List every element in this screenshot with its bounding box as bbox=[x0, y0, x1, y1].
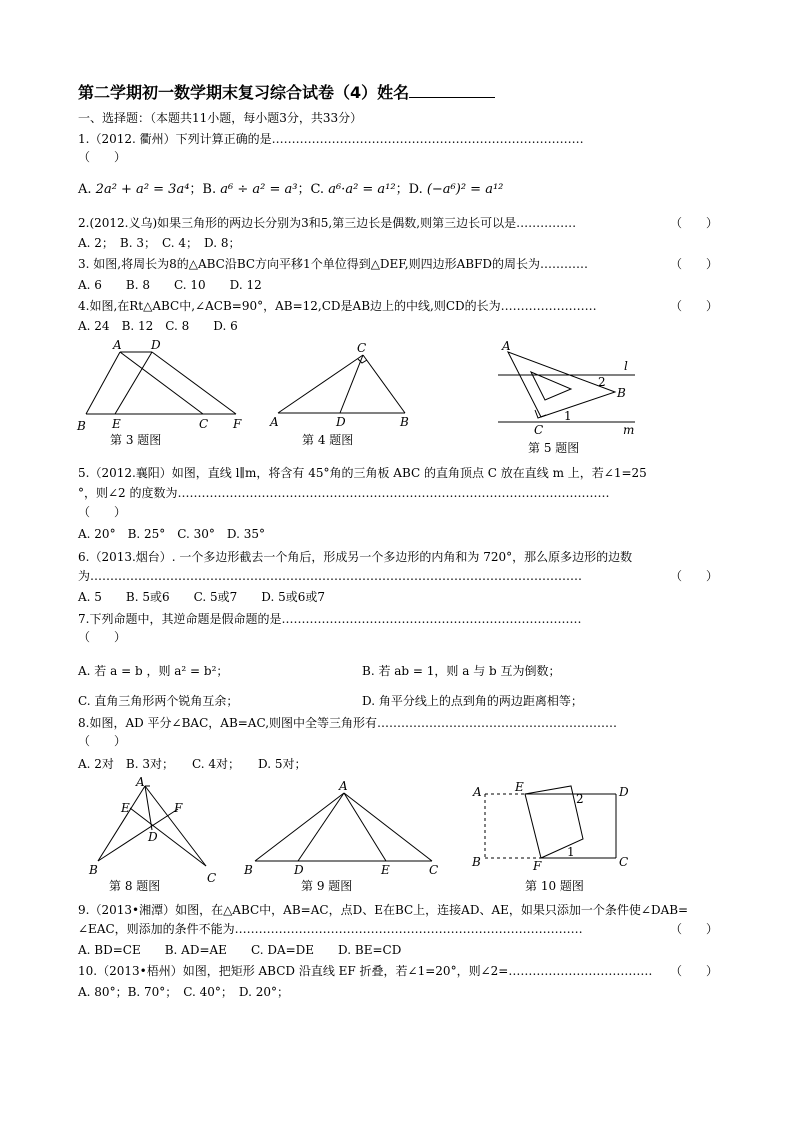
fig10-label-d: D bbox=[619, 785, 629, 799]
fig3-label-f: F bbox=[233, 417, 242, 431]
section-heading: 一、选择题：（本题共11小题，每小题3分，共33分） bbox=[78, 111, 363, 125]
q2-bracket: （ ） bbox=[669, 216, 718, 230]
q8-options: A. 2对 B. 3对； C. 4对； D. 5对； bbox=[78, 757, 307, 771]
fig9-label-c: C bbox=[429, 863, 439, 877]
fig5-label-a: A bbox=[502, 339, 511, 353]
fig10-label-b: B bbox=[472, 855, 481, 869]
q9-options: A. BD=CE B. AD=AE C. DA=DE D. BE=CD bbox=[78, 943, 402, 957]
page-title: 第二学期初一数学期末复习综合试卷（4）姓名 bbox=[78, 80, 495, 103]
fig5-label-c: C bbox=[534, 423, 544, 437]
fig10-label-2: 2 bbox=[576, 792, 584, 806]
fig4-label-d: D bbox=[336, 415, 346, 429]
q1-bracket: （ ） bbox=[78, 150, 127, 164]
fig8-caption: 第 8 题图 bbox=[109, 879, 161, 893]
q5-stem-line2: °，则∠2 的度数为……………………………………………………………………………………………… bbox=[78, 486, 610, 500]
fig5-label-b: B bbox=[617, 386, 626, 400]
fig5-label-l: l bbox=[624, 359, 628, 373]
q9-bracket: （ ） bbox=[669, 922, 718, 936]
fig10-label-a: A bbox=[473, 785, 482, 799]
q3-bracket: （ ） bbox=[669, 257, 718, 271]
fig10-label-e: E bbox=[515, 780, 524, 794]
q7-bracket: （ ） bbox=[78, 630, 127, 644]
fig5-label-1: 1 bbox=[564, 409, 572, 423]
q8-stem: 8.如图，AD 平分∠BAC，AB=AC,则图中全等三角形有…………………………………………………… bbox=[78, 716, 618, 730]
q10-bracket: （ ） bbox=[669, 964, 718, 978]
q7-option-d: D. 角平分线上的点到角的两边距离相等； bbox=[362, 694, 583, 708]
fig5-label-m: m bbox=[623, 423, 635, 437]
q5-options: A. 20° B. 25° C. 30° D. 35° bbox=[78, 527, 266, 541]
fig8-label-a: A bbox=[136, 775, 145, 789]
fig4-label-b: B bbox=[400, 415, 409, 429]
fig4-label-c: C bbox=[357, 341, 367, 355]
q9-stem-line2: ∠EAC，则添加的条件不能为…………………………………………………………………………… bbox=[78, 922, 583, 936]
fig9-label-b: B bbox=[244, 863, 253, 877]
q3-stem: 3. 如图,将周长为8的△ABC沿BC方向平移1个单位得到△DEF,则四边形ABFD的周长为………… bbox=[78, 257, 589, 271]
q7-option-a: A. 若 a = b ，则 a² = b²； bbox=[78, 664, 229, 678]
fig8-label-c: C bbox=[207, 871, 217, 885]
q7-option-b: B. 若 ab = 1，则 a 与 b 互为倒数； bbox=[362, 664, 561, 678]
fig10-label-f: F bbox=[533, 859, 542, 873]
fig4-label-a: A bbox=[270, 415, 279, 429]
fig9-label-e: E bbox=[381, 863, 390, 877]
q6-bracket: （ ） bbox=[669, 569, 718, 583]
q9-stem-line1: 9.（2013•湘潭）如图，在△ABC中，AB=AC，点D、E在BC上，连接AD、AE，如果只添加一个条件使∠DAB= bbox=[78, 903, 689, 917]
fig9-label-a: A bbox=[339, 779, 348, 793]
q1-stem: 1.（2012. 衢州）下列计算正确的是…………………………………………………………………… bbox=[78, 132, 584, 146]
q6-options: A. 5 B. 5或6 C. 5或7 D. 5或6或7 bbox=[78, 590, 326, 604]
q10-stem: 10.（2013•梧州）如图，把矩形 ABCD 沿直线 EF 折叠，若∠1=20°，则∠2=……………………………… bbox=[78, 964, 653, 978]
q7-option-c: C. 直角三角形两个锐角互余； bbox=[78, 694, 239, 708]
q4-stem: 4.如图,在Rt△ABC中,∠ACB=90°，AB=12,CD是AB边上的中线,则CD的长为…………………… bbox=[78, 299, 597, 313]
q1-options: A. 2a² + a² = 3a⁴；B. a⁶ ÷ a² = a³；C. a⁶·a² = a¹²；D. (−a⁶)² = a¹² bbox=[78, 182, 504, 197]
fig3-label-e: E bbox=[112, 417, 121, 431]
fig10-caption: 第 10 题图 bbox=[525, 879, 584, 893]
q7-stem: 7.下列命题中，其逆命题是假命题的是………………………………………………………………… bbox=[78, 612, 582, 626]
fig9-caption: 第 9 题图 bbox=[301, 879, 353, 893]
fig8-label-d: D bbox=[148, 830, 158, 844]
q2-stem: 2.(2012.义乌)如果三角形的两边长分别为3和5,第三边长是偶数,则第三边长可以是…………… bbox=[78, 216, 577, 230]
q4-options: A. 24 B. 12 C. 8 D. 6 bbox=[78, 319, 238, 333]
fig10-label-c: C bbox=[619, 855, 629, 869]
q8-bracket: （ ） bbox=[78, 734, 127, 748]
fig5-caption: 第 5 题图 bbox=[528, 441, 580, 455]
fig3-label-c: C bbox=[199, 417, 209, 431]
fig3-label-a: A bbox=[113, 338, 122, 352]
q3-options: A. 6 B. 8 C. 10 D. 12 bbox=[78, 278, 262, 292]
q5-stem-line1: 5.（2012.襄阳）如图，直线 l∥m，将含有 45°角的三角板 ABC 的直角顶点 C 放在直线 m 上，若∠1=25 bbox=[78, 466, 647, 480]
q5-bracket: （ ） bbox=[78, 505, 127, 519]
q10-options: A. 80°；B. 70°； C. 40°； D. 20°； bbox=[78, 985, 290, 999]
fig4-caption: 第 4 题图 bbox=[302, 433, 354, 447]
fig3-label-b: B bbox=[77, 419, 86, 433]
fig9-label-d: D bbox=[294, 863, 304, 877]
q6-stem-line1: 6.（2013.烟台）. 一个多边形截去一个角后，形成另一个多边形的内角和为 720°，那么原多边形的边数 bbox=[78, 550, 633, 564]
fig5-label-2: 2 bbox=[598, 375, 606, 389]
fig8-label-f: F bbox=[174, 801, 183, 815]
fig8-label-e: E bbox=[121, 801, 130, 815]
q6-stem-line2: 为…………………………………………………………………………………………………………… bbox=[78, 569, 583, 583]
q2-options: A. 2； B. 3； C. 4； D. 8； bbox=[78, 236, 241, 250]
fig3-label-d: D bbox=[151, 338, 161, 352]
fig8-label-b: B bbox=[89, 863, 98, 877]
fig3-caption: 第 3 题图 bbox=[110, 433, 162, 447]
fig10-label-1: 1 bbox=[567, 845, 575, 859]
q4-bracket: （ ） bbox=[669, 299, 718, 313]
